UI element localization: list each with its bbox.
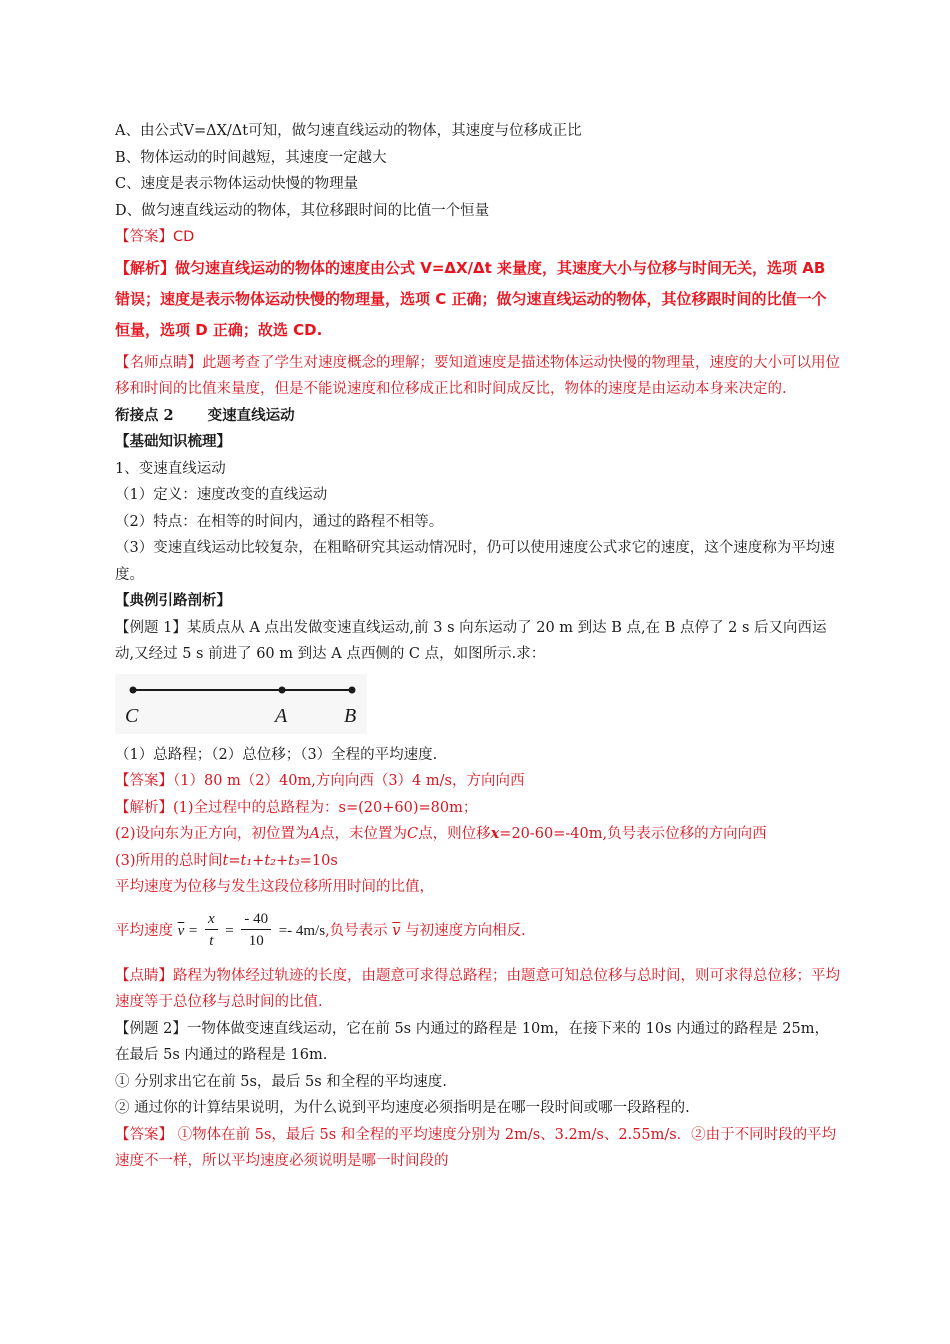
analysis2-point-a: A — [309, 826, 321, 842]
point-c — [130, 686, 137, 693]
formula-numerator: - 40 — [241, 909, 271, 930]
knowledge-heading: 【基础知识梳理】 — [115, 433, 231, 450]
feature-line: （2）特点：在相等的时间内，通过的路程不相等。 — [115, 513, 444, 530]
example1-questions: （1）总路程；（2）总位移；（3）全程的平均速度. — [115, 746, 438, 763]
formula-prefix: 平均速度 — [115, 922, 173, 939]
example1-tip: 【点睛】路程为物体经过轨迹的长度，由题意可求得总路程；由题意可知总位移与总时间，则可求得总位移；平均速度等于总位移与总时间的比值. — [115, 967, 840, 1010]
formula-result: =- 4m/s — [278, 922, 326, 939]
point-a — [279, 686, 286, 693]
analysis3-sum: t₁+t₂+t₃ — [240, 852, 300, 869]
formula-v-bar: $\overline{v}$ — [177, 922, 185, 939]
q1-tip: 【名师点睛】此题考查了学生对速度概念的理解；要知道速度是描述物体运动快慢的物理量，速度的大小可以用位移和时间的比值来量度，但是不能说速度和位移成正比和时间成反比，物体的速度是由运动本身来决定的. — [115, 354, 840, 397]
analysis3-result: =10s — [299, 852, 338, 869]
example2-stem: 【例题 2】一物体做变速直线运动，它在前 5s 内通过的路程是 10m，在接下来的 10s 内通过的路程是 25m，在最后 5s 内通过的路程是 16m. — [115, 1020, 829, 1063]
example1-answer-value: （1）80 m（2）40m,方向向西（3）4 m/s，方向向西 — [173, 773, 525, 789]
formula-eq-1: = — [188, 922, 198, 939]
point-b — [349, 686, 356, 693]
average-velocity-formula — [115, 901, 840, 963]
example2-question-2: ② 通过你的计算结果说明，为什么说到平均速度必须指明是在哪一段时间或哪一段路程的. — [115, 1100, 690, 1116]
example1-figure — [115, 674, 840, 738]
example2-answer: 【答案】 ①物体在前 5s，最后 5s 和全程的平均速度分别为 2m/s、3.2m/s、2.55m/s．②由于不同时段的平均速度不一样，所以平均速度必须说明是哪一时间段的 — [115, 1126, 837, 1169]
formula-suffix: ,负号表示 — [325, 922, 388, 939]
document-page — [115, 118, 840, 1175]
formula-v-bar-2: $\overline{v}$ — [392, 922, 401, 939]
number-line-diagram — [115, 674, 375, 738]
q1-answer-label: 【答案】 — [115, 229, 173, 245]
formula-end: 与初速度方向相反. — [405, 922, 526, 939]
analysis2-text-c: 点，末位置为 — [320, 826, 408, 842]
label-a: A — [275, 704, 288, 727]
example2-question-1: ① 分别求出它在前 5s，最后 5s 和全程的平均速度. — [115, 1073, 447, 1090]
label-c: C — [125, 704, 139, 727]
section-heading — [115, 403, 840, 430]
example1-analysis-2 — [115, 821, 840, 848]
knowledge-item-1: 1、变速直线运动 — [115, 460, 226, 477]
formula-eq-2: = — [225, 922, 234, 939]
analysis2-text-g: =20-60=-40m,负号表示位移的方向向西 — [499, 826, 767, 842]
example1-analysis-3 — [115, 848, 840, 875]
average-velocity-definition: 平均速度为位移与发生这段位移所用时间的比值， — [115, 879, 434, 895]
section-title: 变速直线运动 — [207, 406, 295, 424]
formula-fraction-numeric — [241, 909, 271, 952]
q1-analysis: 【解析】做匀速直线运动的物体的速度由公式 V=ΔX/Δt 来量度，其速度大小与位移与时间无关，选项 AB 错误；速度是表示物体运动快慢的物理量，选项 C 正确；做匀速直线运动的物体，其位移跟时间的比值一个恒量，选项 D 正确；故选 CD. — [115, 258, 827, 339]
formula-x: x — [205, 909, 218, 930]
formula-t: t — [209, 933, 214, 949]
note-line: （3）变速直线运动比较复杂，在粗略研究其运动情况时，仍可以使用速度公式求它的速度，这个速度称为平均速度。 — [115, 540, 835, 583]
analysis2-var-x: x — [490, 825, 500, 842]
formula-fraction-xt — [205, 909, 218, 952]
q1-answer-value: CD — [173, 229, 195, 245]
analysis3-text: (3)所用的总时间 — [115, 852, 223, 869]
figure-background — [115, 674, 367, 734]
label-b: B — [344, 704, 357, 727]
example-heading: 【典例引路剖析】 — [115, 592, 231, 609]
example1-answer-label: 【答案】 — [115, 773, 173, 789]
section-number: 衔接点 2 — [115, 406, 174, 424]
example1-answer — [115, 768, 840, 795]
example1-stem: 【例题 1】某质点从 A 点出发做变速直线运动,前 3 s 向东运动了 20 m 到达 B 点,在 B 点停了 2 s 后又向西运动,又经过 5 s 前进了 60 m 到达 A 点西侧的 C 点，如图所示.求： — [115, 619, 827, 662]
analysis3-var-t: t — [222, 852, 229, 869]
q1-answer — [115, 224, 840, 251]
example1-analysis-1: 【解析】(1)全过程中的总路程为：s=(20+60)=80m； — [115, 799, 478, 816]
analysis3-equals: = — [228, 852, 241, 869]
option-a: A、由公式V=ΔX/Δt可知，做匀速直线运动的物体，其速度与位移成正比 — [115, 123, 582, 139]
analysis2-text-e: 点，则位移 — [418, 826, 491, 842]
analysis2-text-a: (2)设向东为正方向，初位置为 — [115, 826, 310, 842]
option-d: D、做匀速直线运动的物体，其位移跟时间的比值一个恒量 — [115, 202, 490, 219]
analysis2-point-c: C — [407, 826, 419, 842]
formula-denominator: 10 — [248, 933, 264, 949]
option-c: C、速度是表示物体运动快慢的物理量 — [115, 176, 359, 192]
definition-line: （1）定义：速度改变的直线运动 — [115, 487, 328, 503]
option-b: B、物体运动的时间越短，其速度一定越大 — [115, 149, 387, 166]
